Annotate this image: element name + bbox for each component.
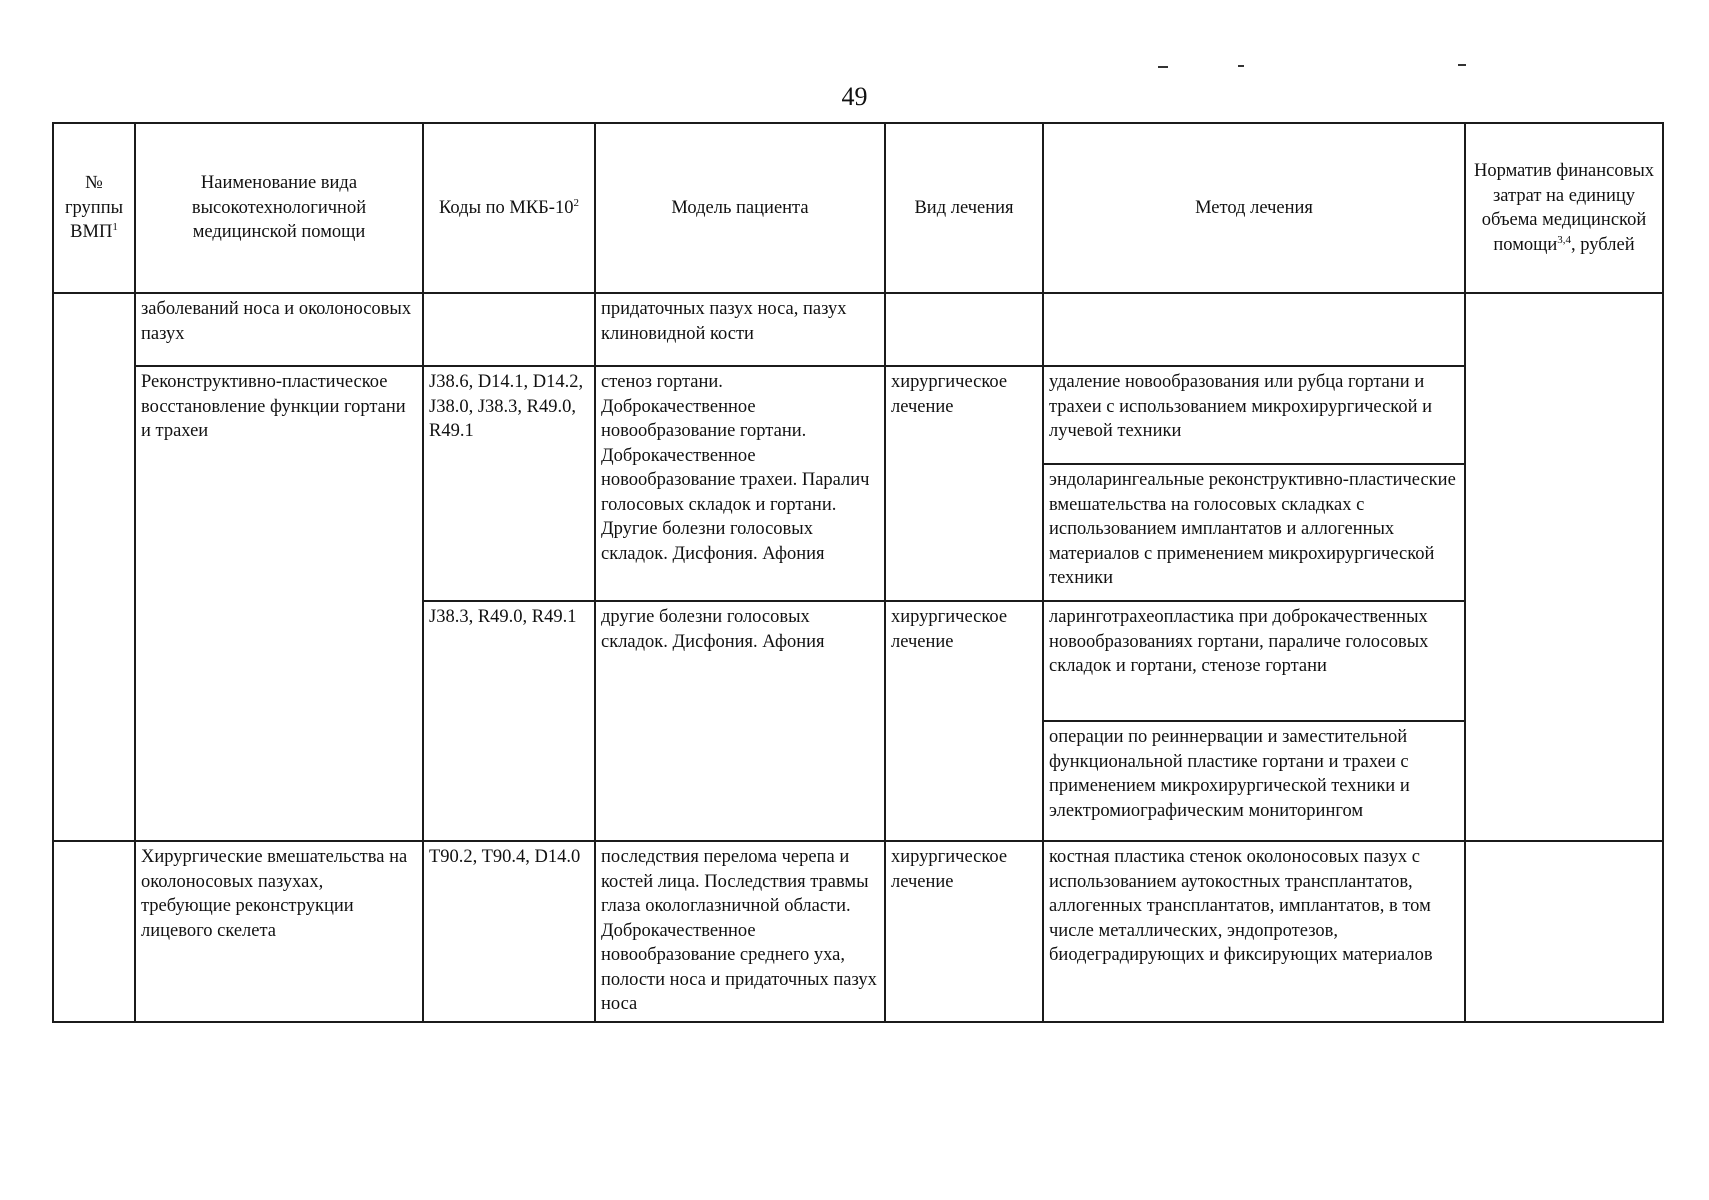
treatment-method-cell — [1043, 293, 1465, 366]
table-row — [53, 293, 1663, 366]
cost-norm-cell — [1465, 293, 1663, 841]
treatment-method-cell: операции по реиннервации и заместительной функциональной пластике гортани и трахеи с применением микрохирургической техники и электромиографическим мониторингом — [1043, 721, 1465, 841]
codes-cell: J38.3, R49.0, R49.1 — [423, 601, 595, 841]
table-row — [53, 841, 1663, 1022]
care-name-cell: Реконструктивно-пластическое восстановление функции гортани и трахеи — [135, 366, 423, 841]
group-number-cell — [53, 841, 135, 1022]
table-header-row — [53, 123, 1663, 293]
treatment-type-cell: хирургическое лечение — [885, 841, 1043, 1022]
patient-model-cell: придаточных пазух носа, пазух клиновидной кости — [595, 293, 885, 366]
header-treatment-type: Вид лечения — [885, 123, 1043, 293]
treatment-type-cell: хирургическое лечение — [885, 601, 1043, 841]
header-group-number: № группы ВМП$^1$ — [53, 123, 135, 293]
patient-model-cell: стеноз гортани. Доброкачественное новообразование гортани. Доброкачественное новообразование трахеи. Паралич голосовых складок и гортани. Другие болезни голосовых складок. Дисфония. Афония — [595, 366, 885, 601]
header-treatment-method: Метод лечения — [1043, 123, 1465, 293]
patient-model-cell: последствия перелома черепа и костей лица. Последствия травмы глаза окологлазничной области. Доброкачественное новообразование среднего уха, полости носа и придаточных пазух носа — [595, 841, 885, 1022]
codes-cell: J38.6, D14.1, D14.2, J38.0, J38.3, R49.0, R49.1 — [423, 366, 595, 601]
group-number-cell — [53, 293, 135, 841]
codes-cell — [423, 293, 595, 366]
treatment-method-cell: костная пластика стенок околоносовых пазух с использованием аутокостных трансплантатов, аллогенных трансплантатов, имплантатов, в том числе металлических, эндопротезов, биодеградирующих и фиксирующих материалов — [1043, 841, 1465, 1022]
table-row — [53, 366, 1663, 464]
scan-artifact — [1458, 64, 1466, 66]
cost-norm-cell — [1465, 841, 1663, 1022]
scan-artifact — [1158, 66, 1168, 68]
header-icd-codes: Коды по МКБ-$10^2$ — [423, 123, 595, 293]
treatment-type-cell: хирургическое лечение — [885, 366, 1043, 601]
vmp-table — [52, 122, 1664, 1023]
treatment-method-cell: ларинготрахеопластика при доброкачественных новообразованиях гортани, параличе голосовых складок и гортани, стенозе гортани — [1043, 601, 1465, 721]
header-care-name: Наименование вида высокотехнологичной медицинской помощи — [135, 123, 423, 293]
treatment-method-cell: эндоларингеальные реконструктивно-пластические вмешательства на голосовых складках с использованием имплантатов и аллогенных материалов с применением микрохирургической техники — [1043, 464, 1465, 601]
treatment-method-cell: удаление новообразования или рубца гортани и трахеи с использованием микрохирургической и лучевой техники — [1043, 366, 1465, 464]
header-patient-model: Модель пациента — [595, 123, 885, 293]
care-name-cell: Хирургические вмешательства на околоносовых пазухах, требующие реконструкции лицевого скелета — [135, 841, 423, 1022]
header-cost-norm: Норматив финансовых затрат на единицу объема медицинской помощи$^{3,4}$, рублей — [1465, 123, 1663, 293]
patient-model-cell: другие болезни голосовых складок. Дисфония. Афония — [595, 601, 885, 841]
scan-artifact — [1238, 65, 1244, 67]
codes-cell: T90.2, T90.4, D14.0 — [423, 841, 595, 1022]
treatment-type-cell — [885, 293, 1043, 366]
care-name-cell: заболеваний носа и околоносовых пазух — [135, 293, 423, 366]
page-number: 49 — [841, 82, 868, 111]
